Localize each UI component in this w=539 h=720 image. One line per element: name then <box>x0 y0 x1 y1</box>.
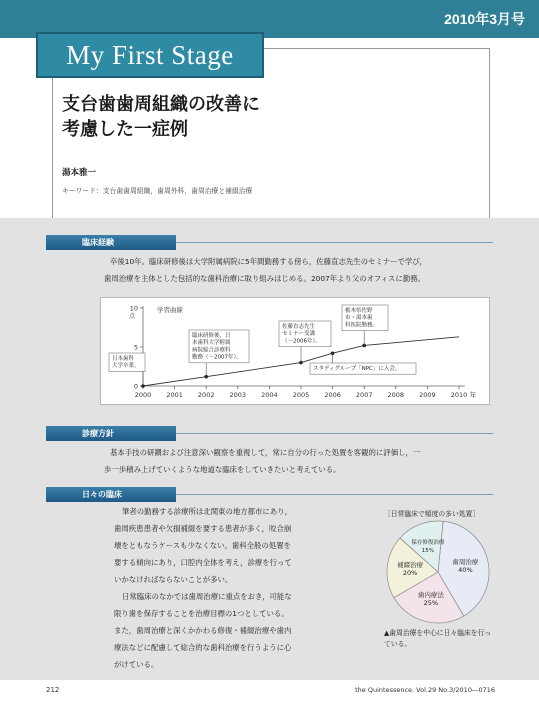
learning-curve-svg <box>101 298 491 406</box>
pie-slice-label: 保存修復治療 <box>411 539 445 546</box>
procedure-pie-chart <box>378 516 498 626</box>
chart-title: 学習曲線 <box>157 306 183 314</box>
policy-paragraph <box>104 444 494 478</box>
daily-line-4: 要する傾向にあり，口腔内全体を考え，診療を行って <box>114 558 292 567</box>
annotation-text: 臨床研修後，日 <box>192 333 231 339</box>
pie-slice-label: 歯周治療 <box>452 558 479 567</box>
author-name: 湯本雅一 <box>62 168 97 178</box>
daily-line-1: 筆者の勤務する診療所は北関東の地方都市にあり， <box>122 507 292 516</box>
section-heading-daily: 日々の臨床 <box>46 487 176 502</box>
annotation-text: 病院総合診療科 <box>192 347 231 354</box>
daily-paragraph <box>114 503 376 673</box>
pie-slice-value: 40% <box>458 566 473 575</box>
daily-line-9: 療法などに配慮して総合的な歯科治療を行うように心 <box>114 643 292 652</box>
x-tick-label: 2004 <box>261 391 278 399</box>
section-heading-experience: 臨床経験 <box>46 235 176 250</box>
keywords: キーワード：支台歯歯周組織，歯周外科，歯周治療と補綴治療 <box>62 187 253 195</box>
annotation-text: 科医院勤務。 <box>345 322 379 329</box>
x-tick-label: 2009 <box>419 391 436 399</box>
daily-line-8: また，歯周治療と深くかかわる修復・補綴治療や歯内 <box>114 626 292 635</box>
x-tick-label: 2002 <box>197 391 215 399</box>
experience-line-1: 卒後10年。臨床研修後は大学附属病院に5年間勤務する傍ら，佐藤直志先生のセミナーで学び， <box>110 257 427 266</box>
learning-curve-chart <box>100 297 490 405</box>
page-number: 212 <box>46 686 60 694</box>
y-tick-label: 10 <box>129 304 138 313</box>
x-tick-label: 2003 <box>229 391 247 399</box>
pie-chart-note: ▲歯周治療を中心に日々臨床を行っている。 <box>384 629 492 648</box>
x-tick-label: 2000 <box>134 391 152 399</box>
daily-line-3: 壊をともなうケースも少なくない。歯科全般の処置を <box>114 541 292 550</box>
annotation-text: セミナー受講 <box>282 331 316 338</box>
daily-line-5: いかなければならないことが多い。 <box>114 575 233 584</box>
policy-line-1: 基本手技の研鑽および注意深い観察を重視して，常に自分の行った処置を客観的に評価し，一 <box>110 448 421 457</box>
daily-line-6: 日常臨床のなかでは歯周治療に重点をおき，可能な <box>122 592 292 601</box>
y-tick-label: 0 <box>133 382 138 391</box>
x-tick-label: 2010 <box>450 391 468 399</box>
daily-line-7: 限り歯を保存することを治療目標の1つとしている。 <box>114 609 289 618</box>
series-label: My First Stage <box>66 39 234 70</box>
section-heading-policy: 診療方針 <box>46 426 176 441</box>
y-tick-label: 5 <box>133 343 138 352</box>
article-title <box>62 92 362 142</box>
y-unit-label: 点 <box>128 313 135 320</box>
annotation-text: （〜2006年）。 <box>282 338 321 345</box>
annotation-text: 佐藤直志先生 <box>282 324 316 330</box>
experience-paragraph <box>104 253 494 287</box>
annotation-text: スタディグループ「NPC」に入会。 <box>313 366 401 372</box>
experience-line-2: 歯周治療を主体とした包括的な歯科治療に取り組みはじめる。2007年より父のオフィスに勤務。 <box>104 274 426 283</box>
journal-info: the Quintessence. Vol.29 No.3/2010―0716 <box>355 686 495 694</box>
annotation-text: 大学卒業。 <box>112 363 140 370</box>
x-tick-label: 2007 <box>355 391 373 399</box>
x-tick-label: 2001 <box>166 391 183 399</box>
pie-slice-label: 歯内療法 <box>417 591 444 600</box>
title-line-1: 支台歯歯周組織の改善に <box>62 94 260 115</box>
x-tick-label: 2006 <box>324 391 341 399</box>
annotation-text: 日本歯科 <box>112 356 135 362</box>
daily-line-10: がけている。 <box>114 660 159 669</box>
title-line-2: 考慮した一症例 <box>62 119 188 140</box>
annotation-text: 市・湯本歯 <box>345 315 373 322</box>
section-rule <box>176 494 493 495</box>
annotation-text: 栃木県佐野 <box>345 308 373 314</box>
pie-chart-title: ［日常臨床で頻度の多い処置］ <box>384 510 480 518</box>
section-rule <box>176 433 493 434</box>
pie-slice-value: 25% <box>423 599 439 608</box>
x-tick-label: 2005 <box>292 391 310 399</box>
series-label-box <box>36 32 264 78</box>
annotation-text: 勤務（〜2007年）。 <box>192 354 242 361</box>
x-unit-label: 年 <box>469 391 477 399</box>
section-rule <box>176 242 493 243</box>
daily-line-2: 歯周疾患患者や欠損補綴を要する患者が多く，咬合崩 <box>114 524 292 533</box>
policy-line-2: 歩一歩積み上げていくような地道な臨床をしていきたいと考えている。 <box>104 465 341 474</box>
pie-slice-value: 15% <box>421 547 434 554</box>
annotation-text: 本歯科大学附属 <box>192 340 231 347</box>
x-tick-label: 2008 <box>387 391 405 399</box>
pie-slice-value: 20% <box>402 569 418 578</box>
pie-slice-label: 補綴治療 <box>397 561 424 570</box>
issue-date: 2010年3月号 <box>444 11 525 27</box>
